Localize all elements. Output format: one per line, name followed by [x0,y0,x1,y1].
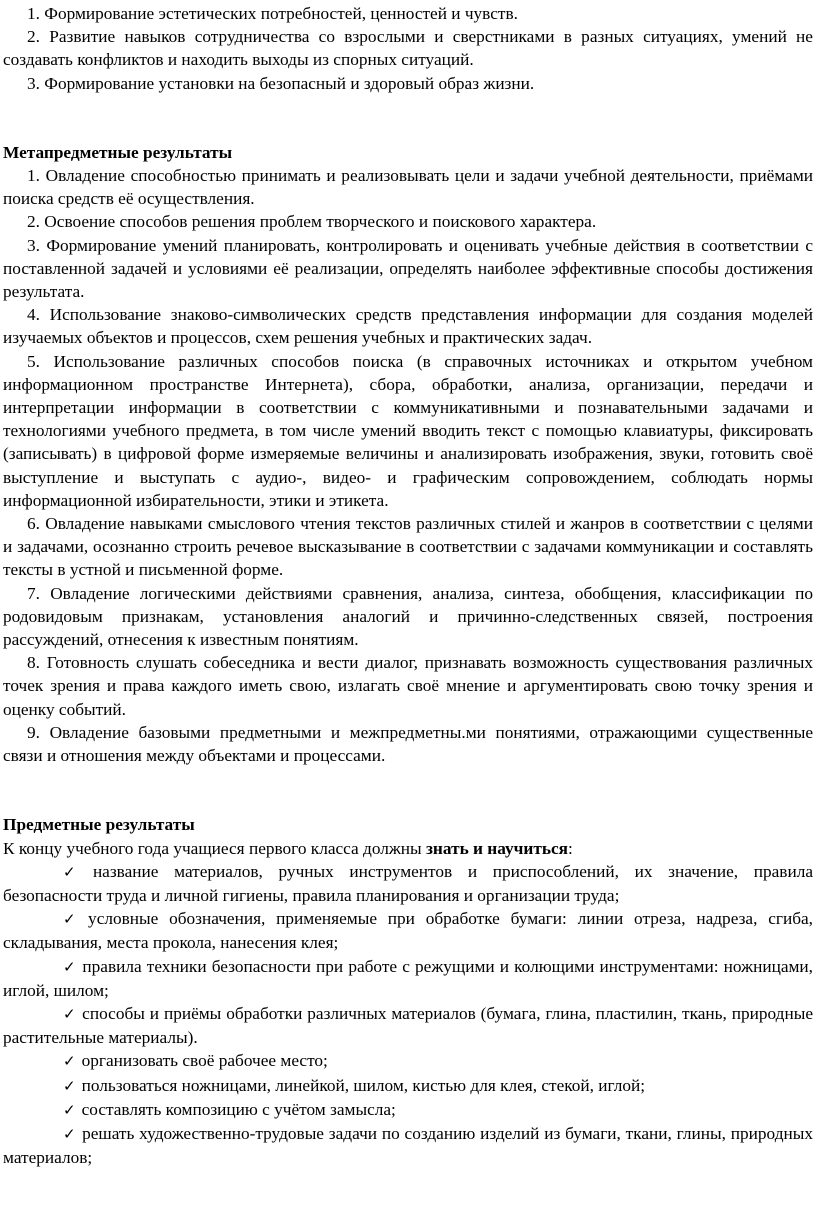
item-number: 1. [27,4,40,23]
checklist-item [3,1049,813,1073]
intro-text: К концу учебного года учащиеся первого класса должны [3,838,426,858]
item-text: Формирование умений планировать, контролировать и оценивать учебные действия в соответствии с поставленной задачей и условиями её реализации, определять наиболее эффективные способы достижения результата. [3,235,814,302]
list-item [3,721,813,767]
item-text: Овладение базовыми предметными и межпредметны.ми понятиями, отражающими существенные связи и отношения между объектами и процессами. [3,722,813,766]
checklist-item [3,955,813,1002]
intro-colon: : [568,838,573,858]
item-number: 4. [27,305,40,325]
section-heading-subject: Предметные результаты [3,815,195,835]
check-icon: ✓ [63,1100,76,1119]
item-number: 3. [27,73,40,93]
item-text: составлять композицию с учётом замысла; [81,1099,396,1119]
list-item [3,651,813,721]
item-number: 8. [27,653,40,673]
item-text: Готовность слушать собеседника и вести диалог, признавать возможность существования различных точек зрения и права каждого иметь свою, излагать своё мнение и аргументировать свою точку зрения и оценку событий. [3,653,813,719]
intro-bold-text: знать и научиться [425,838,569,858]
list-item [3,582,813,652]
list-item [3,72,813,95]
subject-checklist [3,860,813,1170]
list-item [3,234,813,304]
item-text: Овладение логическими действиями сравнения, анализа, синтеза, обобщения, классификации по родовидовым признакам, установления аналогий и причинно-следственных связей, построения рассуждений, отнесения к известным понятиям. [3,583,813,650]
item-number: 9. [27,722,40,742]
spacer [3,95,813,141]
item-text: решать художественно-трудовые задачи по созданию изделий из бумаги, ткани, глины, природных материалов; [3,1123,813,1168]
checklist-item [3,1122,813,1169]
list-item [3,303,813,349]
spacer [3,767,813,813]
checklist-item [3,1002,813,1049]
subject-intro [3,837,813,860]
item-number: 1. [27,166,40,186]
item-text: Овладение навыками смыслового чтения текстов различных стилей и жанров в соответствии с целями и задачами, осознанно строить речевое высказывание в соответствии с задачами коммуникации и составлять тексты в устной и письменной форме. [3,514,813,580]
list-item [3,2,813,25]
meta-results-list [3,164,813,767]
personal-results-list [3,0,813,95]
checklist-item [3,1098,813,1122]
checklist-item [3,907,813,954]
item-text: Формирование установки на безопасный и здоровый образ жизни. [44,73,535,93]
list-item [3,25,813,71]
list-item [3,164,813,210]
section-heading-meta: Метапредметные результаты [3,142,233,162]
check-icon: ✓ [63,910,83,929]
check-icon: ✓ [63,1052,76,1071]
check-icon: ✓ [63,862,87,881]
list-item [3,210,813,233]
item-text: Использование знаково-символических средств представления информации для создания моделей изучаемых объектов и процессов, схем решения учебных и практических задач. [3,305,813,348]
item-number: 3. [27,235,40,255]
item-text: пользоваться ножницами, линейкой, шилом, кистью для клея, стекой, иглой; [81,1075,646,1095]
item-number: 7. [27,583,40,603]
item-text: организовать своё рабочее место; [81,1051,328,1071]
check-icon: ✓ [63,957,77,976]
list-item [3,512,813,582]
checklist-item [3,1074,813,1098]
item-text: правила техники безопасности при работе с режущими и колющими инструментами: ножницами, иглой, шилом; [3,956,813,1000]
item-text: Развитие навыков сотрудничества со взрослыми и сверстниками в разных ситуациях, умений не создавать конфликтов и находить выходы из спорных ситуаций. [3,27,813,70]
item-number: 2. [27,212,40,232]
item-number: 5. [27,351,40,371]
item-number: 6. [27,514,40,534]
item-text: Освоение способов решения проблем творческого и поискового характера. [44,212,597,232]
item-number: 2. [27,27,40,47]
checklist-item [3,860,813,907]
item-text: название материалов, ручных инструментов и приспособлений, их значение, правила безопасности труда и личной гигиены, правила планирования и организации труда; [3,861,813,905]
check-icon: ✓ [63,1124,77,1143]
list-item [3,350,813,512]
item-text: Формирование эстетических потребностей, ценностей и чувств. [44,4,518,23]
check-icon: ✓ [63,1004,77,1023]
item-text: условные обозначения, применяемые при обработке бумаги: линии отреза, надреза, сгиба, складывания, места прокола, нанесения клея; [3,909,813,953]
check-icon: ✓ [63,1076,76,1095]
item-text: Использование различных способов поиска (в справочных источниках и открытом учебном информационном пространстве Интернета), сбора, обработки, анализа, организации, передачи и интерпретации информации в соответствии с коммуникативными и познавательными задачами и технологиями учебного предмета, в том числе умений вводить текст с помощью клавиатуры, фиксировать (записывать) в цифровой форме измеряемые величины и анализировать изображения, звуки, готовить своё выступление и выступать с аудио-, видео- и графическим сопровождением, соблюдать нормы информационной избирательности, этики и этикета. [3,351,813,510]
item-text: способы и приёмы обработки различных материалов (бумага, глина, пластилин, ткань, природные растительные материалы). [3,1003,813,1048]
item-text: Овладение способностью принимать и реализовывать цели и задачи учебной деятельности, приёмами поиска средств её осуществления. [3,166,813,209]
